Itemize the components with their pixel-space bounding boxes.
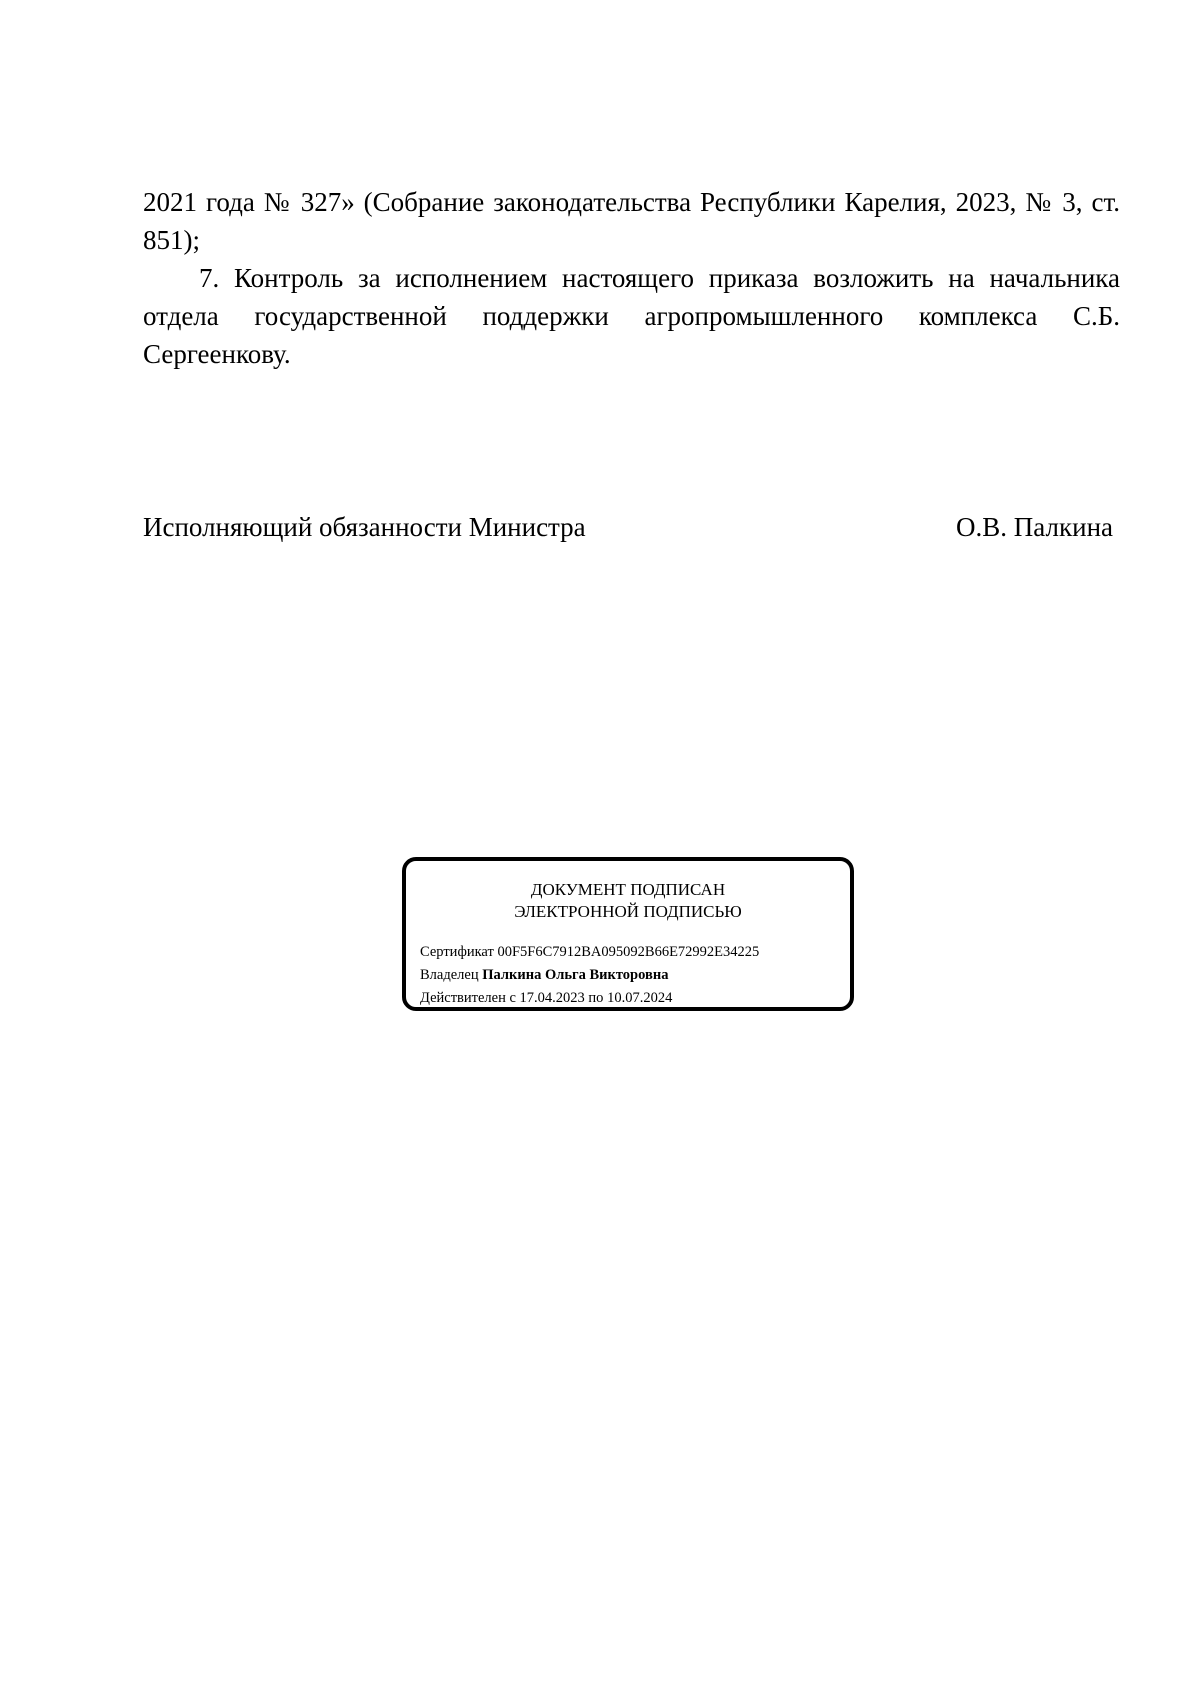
- owner-label: Владелец: [420, 967, 479, 983]
- signer-name: О.В. Палкина: [956, 512, 1113, 542]
- signature-block: [143, 508, 1113, 548]
- owner-value: Палкина Ольга Викторовна: [482, 967, 669, 983]
- paragraph-continuation: 2021 года № 327» (Собрание законодательства Республики Карелия, 2023, № 3, ст. 851);: [143, 187, 1120, 255]
- valid-from-prefix: с: [509, 990, 516, 1006]
- valid-from-date: 17.04.2023: [519, 990, 585, 1006]
- stamp-details: [420, 941, 759, 1010]
- certificate-value: 00F5F6C7912BA095092B66E72992E34225: [497, 944, 760, 960]
- paragraph-item-7: 7. Контроль за исполнением настоящего приказа возложить на начальника отдела государственной поддержки агропромышленного комплекса С.Б. Сергеенкову.: [143, 263, 1120, 369]
- document-body: [143, 183, 1120, 373]
- certificate-line: [420, 941, 759, 964]
- certificate-label: Сертификат: [420, 944, 494, 960]
- owner-line: [420, 964, 759, 987]
- electronic-signature-stamp: [402, 857, 854, 1011]
- stamp-heading: [406, 879, 850, 923]
- stamp-heading-line-2: ЭЛЕКТРОННОЙ ПОДПИСЬЮ: [514, 902, 742, 921]
- valid-to-prefix: по: [588, 990, 604, 1006]
- validity-line: [420, 987, 759, 1010]
- signer-position: Исполняющий обязанности Министра: [143, 512, 586, 542]
- stamp-heading-line-1: ДОКУМЕНТ ПОДПИСАН: [530, 880, 726, 899]
- valid-to-date: 10.07.2024: [607, 990, 673, 1006]
- valid-label: Действителен: [420, 990, 506, 1006]
